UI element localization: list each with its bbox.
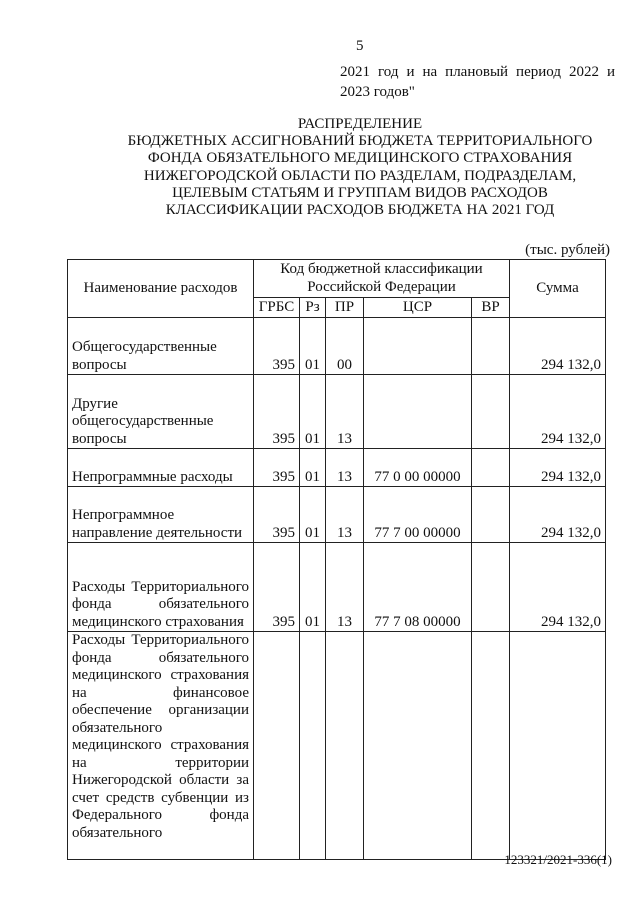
row-rz: 01 — [300, 487, 326, 543]
row-pr: 13 — [326, 449, 364, 487]
row-grbs: 395 — [254, 375, 300, 449]
header-name: Наименование расходов — [68, 260, 254, 318]
row-grbs: 395 — [254, 543, 300, 632]
row-grbs: 395 — [254, 318, 300, 375]
row-grbs — [254, 632, 300, 860]
row-sum — [510, 632, 606, 860]
row-vr — [472, 487, 510, 543]
row-sum: 294 132,0 — [510, 487, 606, 543]
heading-line: НИЖЕГОРОДСКОЙ ОБЛАСТИ ПО РАЗДЕЛАМ, ПОДРАЗДЕЛАМ, — [143, 167, 577, 184]
row-name: Другие общегосударственные вопросы — [68, 375, 254, 449]
row-rz: 01 — [300, 375, 326, 449]
row-name: Непрограммные расходы — [68, 449, 254, 487]
heading-title: РАСПРЕДЕЛЕНИЕ — [297, 116, 423, 132]
table-row — [68, 449, 606, 487]
row-pr — [326, 632, 364, 860]
row-vr — [472, 375, 510, 449]
heading-line: ЦЕЛЕВЫМ СТАТЬЯМ И ГРУППАМ ВИДОВ РАСХОДОВ — [172, 184, 548, 201]
table-row — [68, 543, 606, 632]
row-csr: 77 0 00 00000 — [364, 449, 472, 487]
row-csr — [364, 375, 472, 449]
row-csr: 77 7 00 00000 — [364, 487, 472, 543]
row-csr: 77 7 08 00000 — [364, 543, 472, 632]
row-vr — [472, 632, 510, 860]
row-name: Общегосударственные вопросы — [68, 318, 254, 375]
row-name: Непрограммное направление деятельности — [68, 487, 254, 543]
row-rz: 01 — [300, 449, 326, 487]
row-csr — [364, 632, 472, 860]
row-name: Расходы Территориального фонда обязательного медицинского страхования — [68, 543, 254, 632]
units-label: (тыс. рублей) — [525, 242, 610, 258]
budget-table — [67, 259, 606, 860]
row-grbs: 395 — [254, 449, 300, 487]
row-grbs: 395 — [254, 487, 300, 543]
header-rz: Рз — [300, 298, 326, 318]
row-vr — [472, 449, 510, 487]
heading-line: ФОНДА ОБЯЗАТЕЛЬНОГО МЕДИЦИНСКОГО СТРАХОВАНИЯ — [147, 150, 573, 167]
table-header-row — [68, 260, 606, 298]
row-rz — [300, 632, 326, 860]
row-sum: 294 132,0 — [510, 375, 606, 449]
row-pr: 13 — [326, 543, 364, 632]
header-grbs: ГРБС — [254, 298, 300, 318]
row-sum: 294 132,0 — [510, 543, 606, 632]
row-rz: 01 — [300, 318, 326, 375]
document-heading — [100, 116, 620, 219]
header-sum: Сумма — [510, 260, 606, 318]
row-vr — [472, 543, 510, 632]
header-code-group: Код бюджетной классификации Российской Федерации — [254, 260, 510, 298]
table-row — [68, 318, 606, 375]
header-vr: ВР — [472, 298, 510, 318]
row-pr: 00 — [326, 318, 364, 375]
row-rz: 01 — [300, 543, 326, 632]
row-csr — [364, 318, 472, 375]
page-number: 5 — [356, 38, 364, 54]
row-pr: 13 — [326, 487, 364, 543]
heading-line: КЛАССИФИКАЦИИ РАСХОДОВ БЮДЖЕТА НА 2021 ГОД — [165, 202, 555, 219]
header-pr: ПР — [326, 298, 364, 318]
table-row — [68, 487, 606, 543]
row-sum: 294 132,0 — [510, 318, 606, 375]
heading-line: БЮДЖЕТНЫХ АССИГНОВАНИЙ БЮДЖЕТА ТЕРРИТОРИАЛЬНОГО — [127, 133, 593, 150]
row-sum: 294 132,0 — [510, 449, 606, 487]
table-row — [68, 632, 606, 860]
header-csr: ЦСР — [364, 298, 472, 318]
table-row — [68, 375, 606, 449]
row-vr — [472, 318, 510, 375]
document-subtitle: 2021 год и на плановый период 2022 и 2023 годов" — [340, 64, 615, 100]
document-code: 123321/2021-336(1) — [504, 852, 612, 867]
row-name: Расходы Территориального фонда обязательного медицинского страхования на финансовое обеспечение организации обязательного медицинского страхования на территории Нижегородской области за счет средств субвенции из Федерального фонда обязательного — [68, 632, 254, 860]
row-pr: 13 — [326, 375, 364, 449]
